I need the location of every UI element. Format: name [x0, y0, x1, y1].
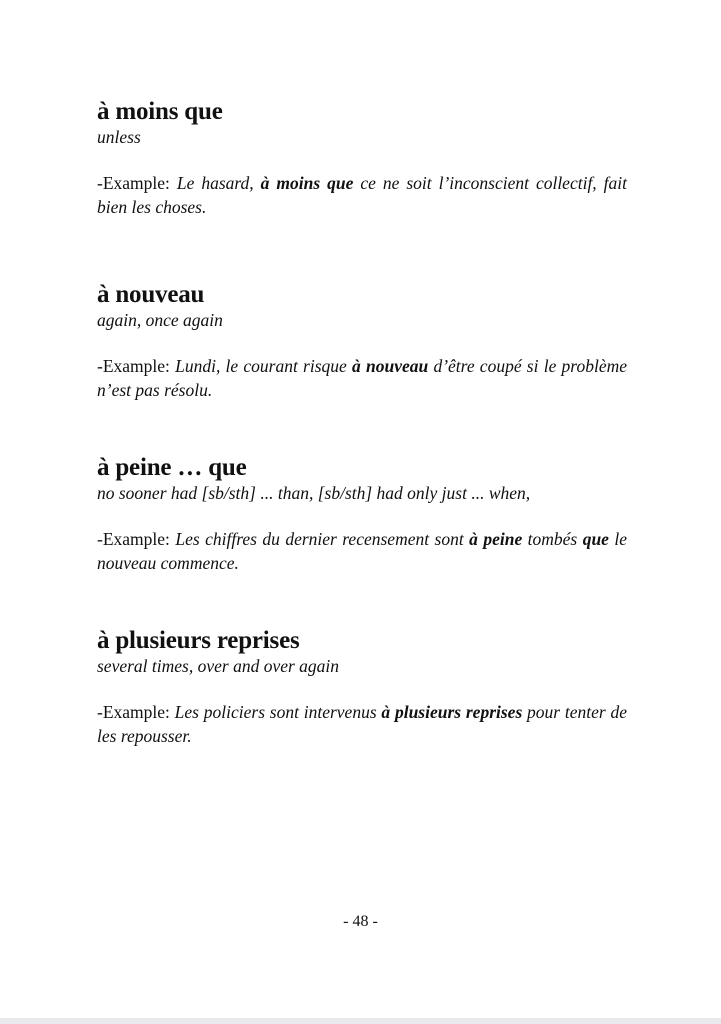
entry-example — [97, 171, 627, 219]
example-highlight: à nouveau — [352, 356, 429, 376]
example-text: Le hasard, — [176, 173, 261, 193]
dictionary-entry — [97, 454, 627, 575]
entry-example — [97, 527, 627, 575]
entry-meaning: several times, over and over again — [97, 656, 340, 676]
example-text: ce ne soit l’inconscient collectif, fait bien les choses. — [97, 173, 627, 217]
example-text: Les policiers sont intervenus — [174, 702, 382, 722]
dictionary-entry — [97, 627, 627, 748]
example-text: Lundi, le courant risque — [175, 356, 353, 376]
entry-meaning: again, once again — [97, 310, 223, 330]
entry-meaning: no sooner had [sb/sth] ... than, [sb/sth] had only just ... when, — [97, 483, 531, 503]
entry-headword: à nouveau — [97, 281, 205, 308]
dictionary-entry — [97, 98, 627, 219]
entry-example — [97, 700, 627, 748]
entry-example — [97, 354, 627, 402]
entry-meaning: unless — [97, 127, 141, 147]
page-number: - 48 - — [343, 913, 378, 930]
example-text: tombés — [522, 529, 583, 549]
example-text: pour tenter de les repousser. — [97, 702, 628, 746]
example-highlight: à plusieurs reprises — [381, 702, 523, 722]
entry-headword: à plusieurs reprises — [97, 627, 300, 654]
example-prefix: -Example: — [97, 356, 176, 376]
example-text: le nouveau commence. — [97, 529, 628, 573]
dictionary-entry — [97, 281, 627, 402]
example-highlight: à moins que — [260, 173, 354, 193]
example-text: d’être coupé si le problème n’est pas résolu. — [97, 356, 627, 400]
example-text: Les chiffres du dernier recensement sont — [175, 529, 470, 549]
entry-headword: à peine … que — [97, 454, 247, 481]
entry-headword: à moins que — [97, 98, 223, 125]
example-highlight: que — [582, 529, 609, 549]
example-prefix: -Example: — [97, 173, 177, 193]
example-highlight: à peine — [469, 529, 523, 549]
example-prefix: -Example: — [97, 529, 176, 549]
example-prefix: -Example: — [97, 702, 175, 722]
